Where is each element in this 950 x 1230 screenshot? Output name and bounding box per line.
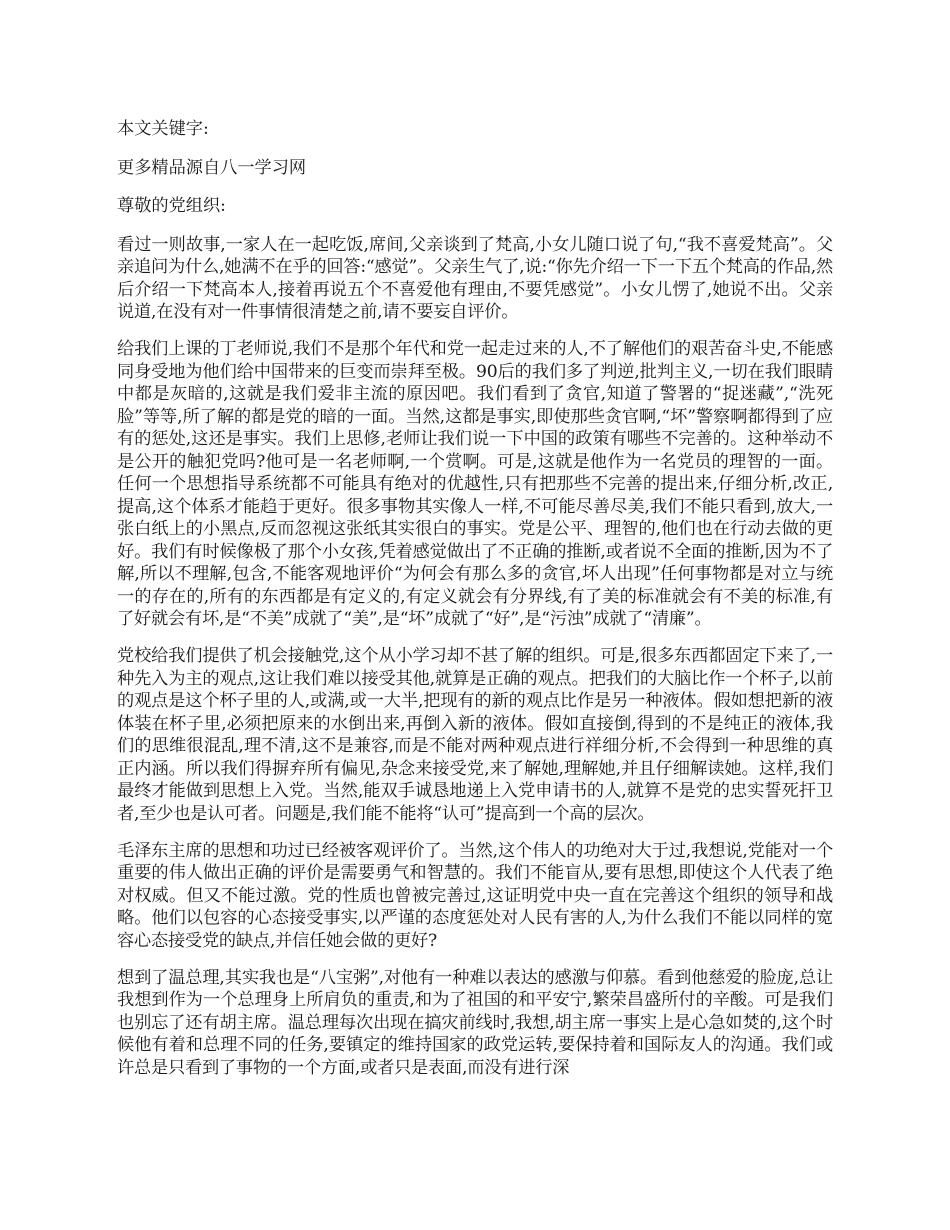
paragraph: 看过一则故事,一家人在一起吃饭,席间,父亲谈到了梵高,小女儿随口说了句,“我不喜爱梵高”。父亲追问为什么,她满不在乎的回答:“感觉”。父亲生气了,说:“你先介绍一下一下五个梵高的作品,然后介绍一下梵高本人,接着再说五个不喜爱他有理由,不要凭感觉”。小女儿愣了,她说不出。父亲说道,在没有对一件事情很清楚之前,请不要妄自评价。 [117, 234, 833, 322]
paragraph: 毛泽东主席的思想和功过已经被客观评价了。当然,这个伟人的功绝对大于过,我想说,党能对一个重要的伟人做出正确的评价是需要勇气和智慧的。我们不能盲从,要有思想,即使这个人代表了绝对权威。但又不能过激。党的性质也曾被完善过,这证明党中央一直在完善这个组织的领导和战略。他们以包容的心态接受事实,以严谨的态度惩处对人民有害的人,为什么我们不能以同样的宽容心态接受党的缺点,并信任她会做的更好? [117, 840, 833, 951]
keywords-label: 本文关键字: [117, 119, 209, 139]
paragraph: 党校给我们提供了机会接触党,这个从小学习却不甚了解的组织。可是,很多东西都固定下来了,一种先入为主的观点,这让我们难以接受其他,就算是正确的观点。把我们的大脑比作一个杯子,以前的观点是这个杯子里的人,或满,或一大半,把现有的新的观点比作是另一种液体。假如想把新的液体装在杯子里,必须把原来的水倒出来,再倒入新的液体。假如直接倒,得到的不是纯正的液体,我们的思维很混乱,理不清,这不是兼容,而是不能对两种观点进行祥细分析,不会得到一种思维的真正内涵。所以我们得摒弃所有偏见,杂念来接受党,来了解她,理解她,并且仔细解读她。这样,我们最终才能做到思想上入党。当然,能双手诚恳地递上入党申请书的人,就算不是党的忠实誓死扞卫者,至少也是认可者。问题是,我们能不能将“认可”提高到一个高的层次。 [117, 646, 833, 824]
document-body [117, 118, 833, 1094]
salutation: 尊敬的党组织: [117, 196, 226, 216]
paragraph: 想到了温总理,其实我也是“八宝粥”,对他有一种难以表达的感激与仰慕。看到他慈爱的脸庞,总让我想到作为一个总理身上所肩负的重责,和为了祖国的和平安宁,繁荣昌盛所付的辛酸。可是我们也别忘了还有胡主席。温总理每次出现在搞灾前线时,我想,胡主席一事实上是心急如焚的,这个时候他有着和总理不同的任务,要镇定的维持国家的政党运转,要保持着和国际友人的沟通。我们或许总是只看到了事物的一个方面,或者只是表面,而没有进行深 [117, 967, 833, 1078]
source-line: 更多精品源自八一学习网 [117, 157, 307, 178]
paragraph: 给我们上课的丁老师说,我们不是那个年代和党一起走过来的人,不了解他们的艰苦奋斗史,不能感同身受地为他们给中国带来的巨变而崇拜至极。90后的我们多了判逆,批判主义,一切在我们眼睛中都是灰暗的,这就是我们爱非主流的原因吧。我们看到了贪官,知道了警署的“捉迷藏”,“洗死脸”等等,所了解的都是党的暗的一面。当然,这都是事实,即使那些贪官啊,“坏”警察啊都得到了应有的惩处,这还是事实。我们上思修,老师让我们说一下中国的政策有哪些不完善的。这种举动不是公开的触犯党吗?他可是一名老师啊,一个赏啊。可是,这就是他作为一名党员的理智的一面。任何一个思想指导系统都不可能具有绝对的优越性,只有把那些不完善的提出来,仔细分析,改正,提高,这个体系才能趋于更好。很多事物其实像人一样,不可能尽善尽美,我们不能只看到,放大,一张白纸上的小黑点,反而忽视这张纸其实很白的事实。党是公平、理智的,他们也在行动去做的更好。我们有时候像极了那个小女孩,凭着感觉做出了不正确的推断,或者说不全面的推断,因为不了解,所以不理解,包含,不能客观地评价“为何会有那么多的贪官,坏人出现”任何事物都是对立与统一的存在的,所有的东西都是有定义的,有定义就会有分界线,有了美的标准就会有不美的标准,有了好就会有坏,是“不美”成就了“美”,是“坏”成就了“好”,是“污浊”成就了“清廉”。 [117, 339, 833, 629]
